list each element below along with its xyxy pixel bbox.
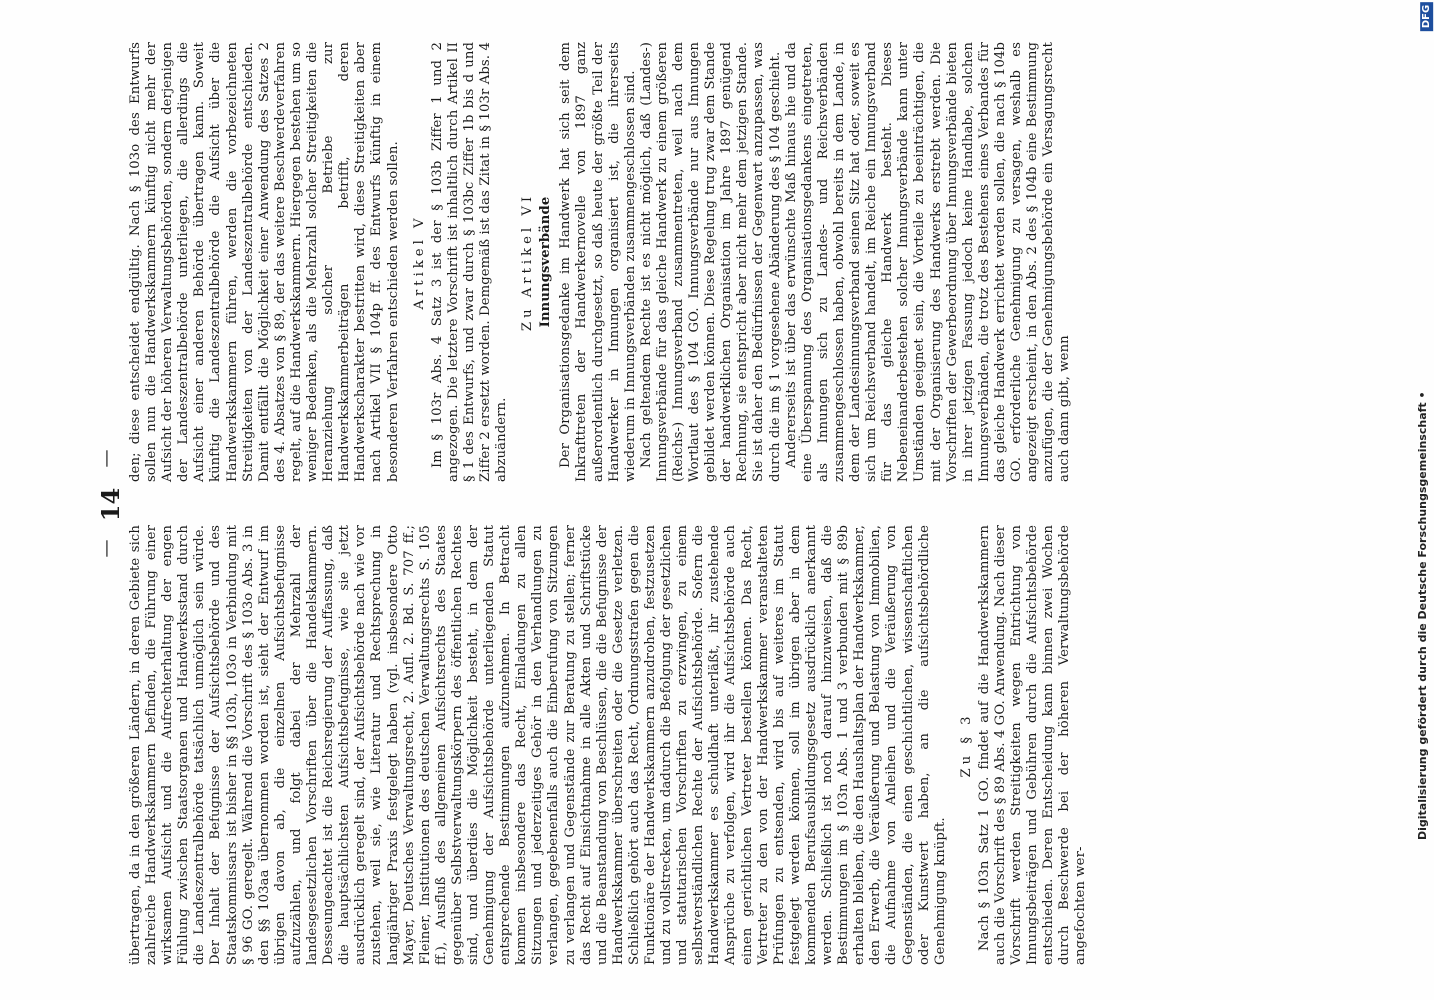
right-paragraph-5: Andererseits ist über das erwünschte Maß hinaus hie und da eine Überspannung des Organisationsgedankens eingetreten, als Innungen sich zu Landes- und Reichsverbänden zusammengeschlossen haben, obwohl bereits in dem Lande, in dem der Landesinnungsverband seinen Sitz hat oder, soweit es sich um Reichsverband handelt, im Reiche ein Innungsverband für das gleiche Handwerk besteht. Dieses Nebeneinanderbestehen solcher Innungsverbände kann unter Umständen geeignet sein, die Vorteile zu beeinträchtigen, die mit der Organisierung des Handwerks erstrebt werden. Die Vorschriften der Gewerbeordnung über Innungsverbände bieten in ihrer jetzigen Fassung jedoch keine Handhabe, solchen Innungsverbänden, die trotz des Bestehens eines Verbandes für das gleiche Handwerk errichtet werden sollen, die nach § 104b GO. erforderliche Genehmigung zu versagen, weshalb es angezeigt erscheint, in den Abs. 2 des § 104b eine Bestimmung anzufügen, die der Genehmigungsbehörde ein Versagungsrecht auch dann gibt, wenn (783, 42, 1073, 482)
right-paragraph-3: Der Organisationsgedanke im Handwerk hat sich seit dem Inkrafttreten der Handwerkernovelle von 1897 ganz außerordentlich durchgesetzt, so daß heute der größte Teil der Handwerker in Innungen organisiert ist, die ihrerseits wiederum in Innungsverbänden zusammengeschlossen sind. (558, 42, 638, 482)
left-paragraph-2: Nach § 103n Satz 1 GO. findet auf die Handwerkskammern auch die Vorschrift des § 89 Abs. 4 GO. Anwendung. Nach dieser Vorschrift werden Streitigkeiten wegen Entrichtung von Innungsbeiträgen und Gebühren durch die Aufsichtsbehörde entschieden. Deren Entscheidung kann binnen zwei Wochen durch Beschwerde bei der höheren Verwaltungsbehörde angefochten wer- (976, 525, 1089, 965)
right-paragraph-1: den; diese entscheidet endgültig. Nach § 103o des Entwurfs sollen nun die Handwerkskammern künftig nicht mehr der Aufsicht der höheren Verwaltungsbehörden, sondern derjenigen der Landeszentralbehörde unterliegen, die allerdings die Aufsicht einer anderen Behörde übertragen kann. Soweit künftig die Landeszentralbehörde die Aufsicht über die Handwerkskammern führen, werden die vorbezeichneten Streitigkeiten von der Landeszentralbehörde entschieden. Damit entfällt die Möglichkeit einer Anwendung des Satzes 2 des 4. Absatzes von § 89, der das weitere Beschwerdeverfahren regelt, auf die Handwerkskammern. Hiergegen bestehen um so weniger Bedenken, als die Mehrzahl solcher Streitigkeiten die Heranziehung solcher Betriebe zur Handwerkskammerbeiträgen betrifft, deren Handwerkscharakter bestritten wird, diese Streitigkeiten aber nach Artikel VII § 104p ff. des Entwurfs künftig in einem besonderen Verfahren entschieden werden sollen. (128, 42, 401, 482)
dfg-logo: DFG (1420, 2, 1433, 31)
right-paragraph-4: Nach geltendem Rechte ist es nicht möglich, daß (Landes-) Innungsverbände für das gleiche Handwerk zu einem größeren (Reichs-) Innungsverband zusammentreten, weil nach dem Wortlaut des § 104 GO. Innungsverbände nur aus Innungen gebildet werden können. Diese Regelung trug zwar dem Stande der handwerklichen Organisation im Jahre 1897 genügend Rechnung, sie entspricht aber nicht mehr dem jetzigen Stande. Sie ist daher den Bedürfnissen der Gegenwart anzupassen, was durch die im § 1 vorgesehene Abänderung des § 104 geschieht. (638, 42, 783, 482)
page-number-dash-left: — (95, 539, 117, 558)
right-heading-artikel-vi: Zu Artikel VI (520, 192, 536, 332)
page-number-dash-right: — (95, 449, 117, 468)
right-paragraph-2: Im § 103r Abs. 4 Satz 3 ist der § 103b Ziffer 1 und 2 angezogen. Die letztere Vorschrift ist inhaltlich durch Artikel II § 1 des Entwurfs, und zwar durch § 103bc Ziffer 1b bis d und Ziffer 2 ersetzt worden. Demgemäß ist das Zitat in § 103r Abs. 4 abzuändern. (429, 42, 510, 482)
digitization-credit: Digitalisierung gefördert durch die Deutsche Forschungsgemeinschaft • (1416, 391, 1429, 840)
left-heading: Zu § 3 (958, 712, 974, 778)
right-column (128, 42, 1073, 482)
page-number: 14 (96, 487, 126, 522)
left-paragraph-1: übertragen, da in den größeren Ländern, in deren Gebiete sich zahlreiche Handwerkskammern befinden, die Führung einer wirksamen Aufsicht und die Aufrechterhaltung der engen Fühlung zwischen Staatsorganen und Handwerksstand durch die Landeszentralbehörde tatsächlich unmöglich sein würde. Der Inhalt der Befugnisse der Aufsichtsbehörde und des Staatskommissars ist bisher in §§ 103h, 103o in Verbindung mit § 96 GO. geregelt. Während die Vorschrift des § 103o Abs. 3 in den §§ 103aa übernommen worden ist, sieht der Entwurf im übrigen davon ab, die einzelnen Aufsichtsbefugnisse aufzuzählen, und folgt dabei der Mehrzahl der landesgesetzlichen Vorschriften über die Handelskammern. Desseungeachtet ist die Reichsregierung der Auffassung, daß die hauptsächlichsten Aufsichtsbefugnisse, wie sie jetzt ausdrücklich geregelt sind, der Aufsichtsbehörde nach wie vor zustehen, weil sie, wie Literatur und Rechtsprechung in langjähriger Praxis festgelegt haben (vgl. insbesondere Otto Mayer, Deutsches Verwaltungsrecht, 2. Aufl. 2. Bd. S. 707 ff.; Fleiner, Institutionen des deutschen Verwaltungsrechts S. 105 ff.), Ausfluß des allgemeinen Aufsichtsrechts des Staates gegenüber Selbstverwaltungskörpern des öffentlichen Rechtes sind, und überdies die Möglichkeit besteht, in dem der Genehmigung der Aufsichtsbehörde unterliegenden Statut entsprechende Bestimmungen aufzunehmen. In Betracht kommen insbesondere das Recht, Einladungen zu allen Sitzungen und jederzeitiges Gehör in den Verhandlungen zu verlangen, gegebenenfalls auch die Einberufung von Sitzungen zu verlangen und Gegenstände zur Beratung zu stellen; ferner das Recht auf Einsichtnahme in alle Akten und Schriftstücke und die Beanstandung von Beschlüssen, die die Befugnisse der Handwerkskammer überschreiten oder die Gesetze verletzen. Schließlich gehört auch das Recht, Ordnungsstrafen gegen die Funktionäre der Handwerkskammern anzudrohen, festzusetzen und zu vollstrecken, um dadurch die Befolgung der gesetzlichen und statutarischen Vorschriften zu erzwingen, zu einem selbstverständlichen Rechte der Aufsichtsbehörde. Sofern die Handwerkskammer es schuldhaft unterläßt, ihr zustehende Ansprüche zu verfolgen, wird ihr die Aufsichtsbehörde auch einen gerichtlichen Vertreter bestellen können. Das Recht, Vertreter zu den von der Handwerkskammer veranstalteten Prüfungen zu entsenden, wird bis auf weiteres im Statut festgelegt werden können, soll im übrigen aber in dem kommenden Berufsausbildungsgesetz ausdrücklich anerkannt werden. Schließlich ist noch darauf hinzuweisen, daß die Bestimmungen im § 103n Abs. 1 und 3 verbunden mit § 89b erhalten bleiben, die den Haushaltsplan der Handwerkskammer, den Erwerb, die Veräußerung und Belastung von Immobilien, die Aufnahme von Anleihen und die Veräußerung von Gegenständen, die einen geschichtlichen, wissenschaftlichen oder Kunstwert haben, an die aufsichtsbehördliche Genehmigung knüpft. (128, 525, 948, 965)
left-column (128, 525, 1089, 965)
right-heading-artikel-v: Artikel V (411, 214, 427, 310)
right-subheading: Innungsverbände (538, 196, 554, 328)
